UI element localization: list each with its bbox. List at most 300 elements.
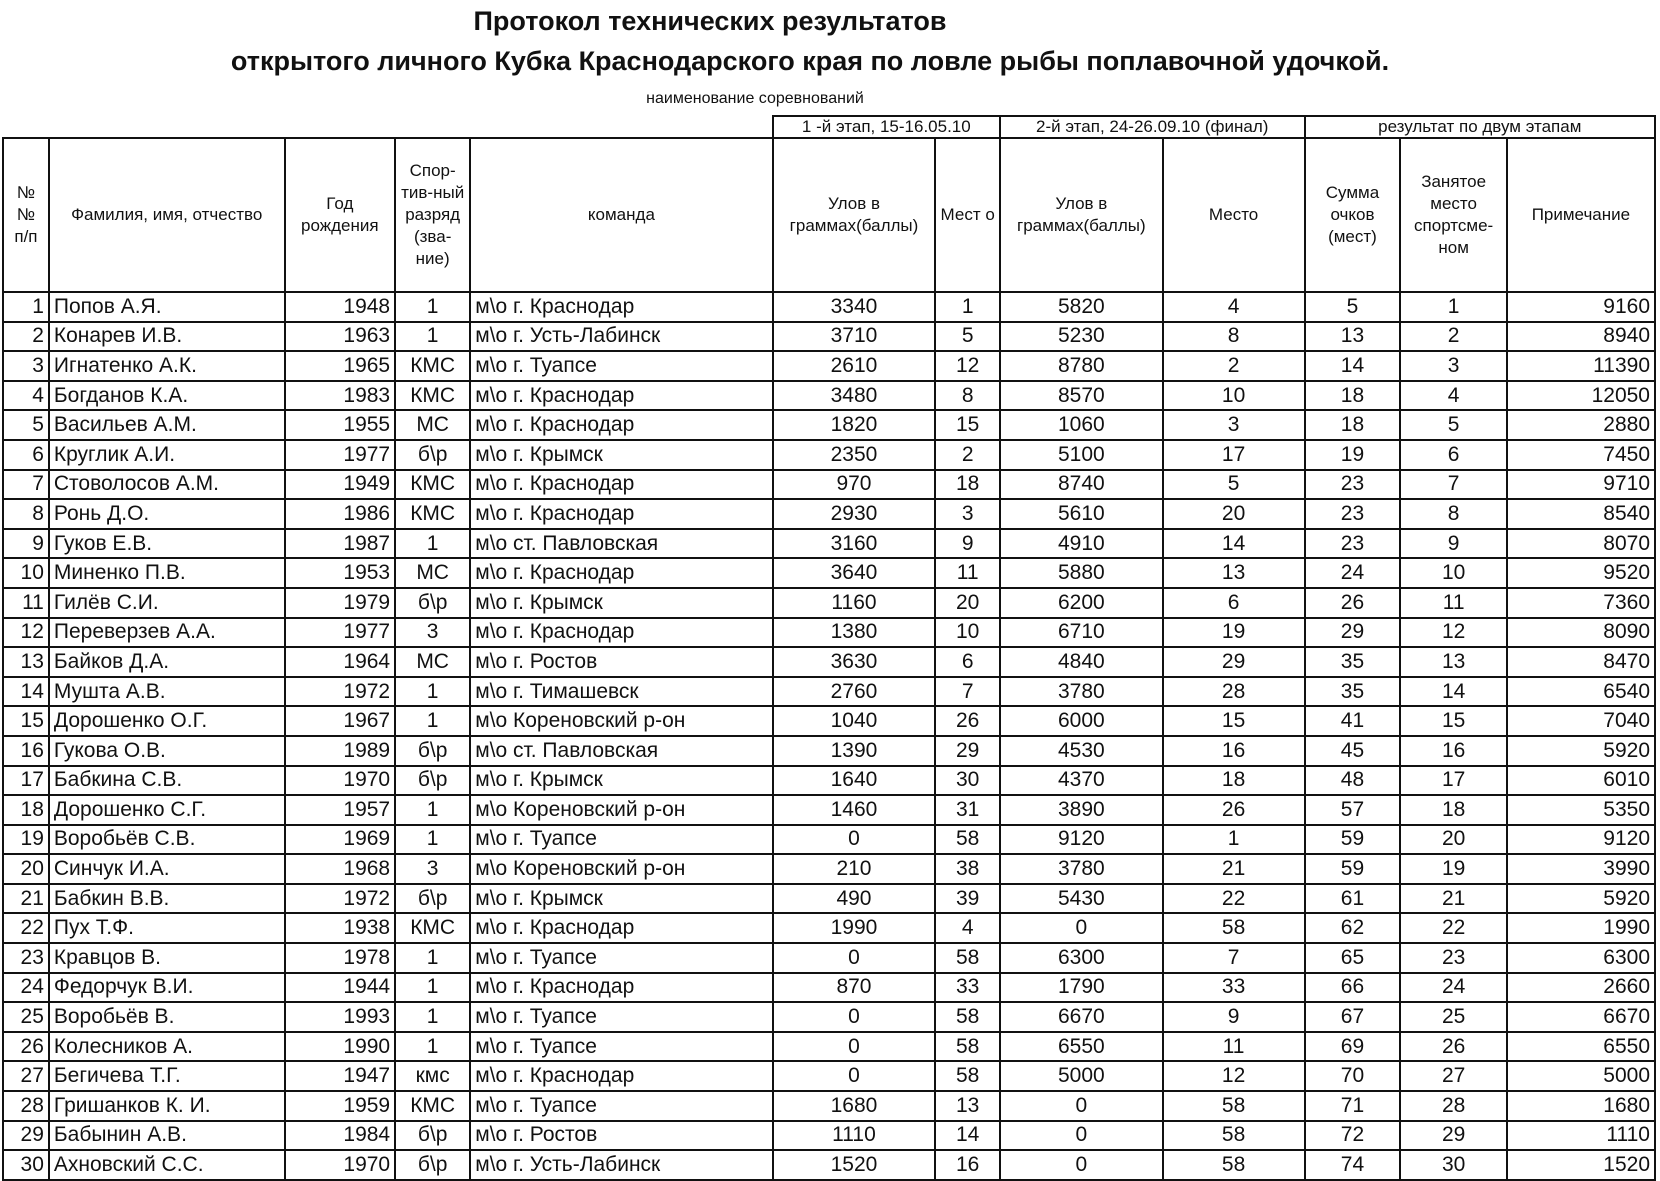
stage2-catch: 5000 <box>1000 1061 1163 1091</box>
final-place: 19 <box>1400 854 1506 884</box>
row-number: 30 <box>3 1150 49 1180</box>
stage1-catch: 2610 <box>773 351 936 381</box>
stage2-place: 4 <box>1163 292 1305 322</box>
row-number: 23 <box>3 943 49 973</box>
final-place: 28 <box>1400 1091 1506 1121</box>
document-title-line-2: открытого личного Кубка Краснодарского края по ловле рыбы поплавочной удочкой. <box>230 46 1390 76</box>
final-place: 16 <box>1400 736 1506 766</box>
note-value: 3990 <box>1507 854 1655 884</box>
table-row <box>3 1032 1655 1062</box>
stage1-place: 33 <box>935 973 1000 1003</box>
team-name: м\о г. Краснодар <box>470 292 772 322</box>
points-sum: 66 <box>1305 973 1401 1003</box>
stage1-catch: 0 <box>773 825 936 855</box>
stage2-place: 21 <box>1163 854 1305 884</box>
stage1-catch: 2350 <box>773 440 936 470</box>
col-header-place1: Мест о <box>935 138 1000 292</box>
stage1-catch: 1460 <box>773 795 936 825</box>
points-sum: 67 <box>1305 1002 1401 1032</box>
birth-year: 1949 <box>285 470 396 500</box>
points-sum: 19 <box>1305 440 1401 470</box>
final-place: 9 <box>1400 529 1506 559</box>
table-row <box>3 1061 1655 1091</box>
stage2-place: 14 <box>1163 529 1305 559</box>
table-row <box>3 1091 1655 1121</box>
note-value: 7450 <box>1507 440 1655 470</box>
sport-rank: б\р <box>395 1150 470 1180</box>
stage2-place: 33 <box>1163 973 1305 1003</box>
stage1-catch: 3340 <box>773 292 936 322</box>
row-number: 26 <box>3 1032 49 1062</box>
stage2-catch: 6300 <box>1000 943 1163 973</box>
points-sum: 72 <box>1305 1121 1401 1151</box>
table-row <box>3 736 1655 766</box>
table-row <box>3 795 1655 825</box>
stage2-place: 13 <box>1163 558 1305 588</box>
table-row <box>3 588 1655 618</box>
final-place: 20 <box>1400 825 1506 855</box>
note-value: 1990 <box>1507 913 1655 943</box>
stage2-catch: 4530 <box>1000 736 1163 766</box>
stage2-catch: 8740 <box>1000 470 1163 500</box>
sport-rank: МС <box>395 410 470 440</box>
birth-year: 1972 <box>285 677 396 707</box>
sport-rank: б\р <box>395 1121 470 1151</box>
row-number: 11 <box>3 588 49 618</box>
final-place: 12 <box>1400 618 1506 648</box>
athlete-name: Бабкин В.В. <box>49 884 285 914</box>
stage1-place: 2 <box>935 440 1000 470</box>
points-sum: 13 <box>1305 322 1401 352</box>
final-place: 10 <box>1400 558 1506 588</box>
note-value: 9710 <box>1507 470 1655 500</box>
athlete-name: Гукова О.В. <box>49 736 285 766</box>
points-sum: 29 <box>1305 618 1401 648</box>
birth-year: 1972 <box>285 884 396 914</box>
stage1-place: 16 <box>935 1150 1000 1180</box>
stage1-catch: 3630 <box>773 647 936 677</box>
stage2-place: 5 <box>1163 470 1305 500</box>
final-place: 6 <box>1400 440 1506 470</box>
row-number: 22 <box>3 913 49 943</box>
stage1-place: 38 <box>935 854 1000 884</box>
table-row <box>3 1150 1655 1180</box>
birth-year: 1970 <box>285 766 396 796</box>
team-name: м\о г. Усть-Лабинск <box>470 1150 772 1180</box>
sport-rank: КМС <box>395 470 470 500</box>
row-number: 16 <box>3 736 49 766</box>
team-name: м\о г. Ростов <box>470 1121 772 1151</box>
stage1-place: 9 <box>935 529 1000 559</box>
row-number: 2 <box>3 322 49 352</box>
stage2-place: 16 <box>1163 736 1305 766</box>
sport-rank: 1 <box>395 825 470 855</box>
note-value: 6550 <box>1507 1032 1655 1062</box>
sport-rank: 3 <box>395 618 470 648</box>
stage1-catch: 970 <box>773 470 936 500</box>
athlete-name: Синчук И.А. <box>49 854 285 884</box>
stage2-catch: 6550 <box>1000 1032 1163 1062</box>
final-place: 3 <box>1400 351 1506 381</box>
stage1-place: 15 <box>935 410 1000 440</box>
stage1-catch: 1110 <box>773 1121 936 1151</box>
athlete-name: Колесников А. <box>49 1032 285 1062</box>
sport-rank: 1 <box>395 322 470 352</box>
final-place: 4 <box>1400 381 1506 411</box>
note-value: 8470 <box>1507 647 1655 677</box>
athlete-name: Гилёв С.И. <box>49 588 285 618</box>
points-sum: 24 <box>1305 558 1401 588</box>
athlete-name: Стоволосов А.М. <box>49 470 285 500</box>
stage2-catch: 4910 <box>1000 529 1163 559</box>
row-number: 3 <box>3 351 49 381</box>
stage2-catch: 0 <box>1000 1150 1163 1180</box>
col-header-catch1: Улов в граммах(баллы) <box>773 138 936 292</box>
team-name: м\о г. Туапсе <box>470 825 772 855</box>
row-number: 14 <box>3 677 49 707</box>
table-row <box>3 470 1655 500</box>
row-number: 20 <box>3 854 49 884</box>
stage2-place: 19 <box>1163 618 1305 648</box>
note-value: 5920 <box>1507 884 1655 914</box>
points-sum: 69 <box>1305 1032 1401 1062</box>
note-value: 1110 <box>1507 1121 1655 1151</box>
note-value: 8070 <box>1507 529 1655 559</box>
row-number: 19 <box>3 825 49 855</box>
team-name: м\о г. Крымск <box>470 766 772 796</box>
team-name: м\о г. Ростов <box>470 647 772 677</box>
sport-rank: МС <box>395 558 470 588</box>
stage1-place: 10 <box>935 618 1000 648</box>
col-header-num: № № п/п <box>3 138 49 292</box>
stage2-place: 2 <box>1163 351 1305 381</box>
birth-year: 1970 <box>285 1150 396 1180</box>
stage1-place: 13 <box>935 1091 1000 1121</box>
stage1-catch: 0 <box>773 1002 936 1032</box>
col-header-final: Занятое место спортсме-ном <box>1400 138 1506 292</box>
sport-rank: 1 <box>395 973 470 1003</box>
team-name: м\о г. Туапсе <box>470 1002 772 1032</box>
sport-rank: 3 <box>395 854 470 884</box>
stage2-catch: 5100 <box>1000 440 1163 470</box>
final-place: 14 <box>1400 677 1506 707</box>
birth-year: 1983 <box>285 381 396 411</box>
team-name: м\о г. Краснодар <box>470 470 772 500</box>
points-sum: 71 <box>1305 1091 1401 1121</box>
sport-rank: 1 <box>395 795 470 825</box>
stage1-place: 7 <box>935 677 1000 707</box>
result-header: результат по двум этапам <box>1305 116 1656 138</box>
stage2-place: 17 <box>1163 440 1305 470</box>
stage1-place: 4 <box>935 913 1000 943</box>
stage2-catch: 9120 <box>1000 825 1163 855</box>
stage2-catch: 4840 <box>1000 647 1163 677</box>
athlete-name: Гришанков К. И. <box>49 1091 285 1121</box>
document-subtitle: наименование соревнований <box>646 90 864 107</box>
stage1-place: 58 <box>935 943 1000 973</box>
birth-year: 1947 <box>285 1061 396 1091</box>
stage1-catch: 1390 <box>773 736 936 766</box>
athlete-name: Круглик А.И. <box>49 440 285 470</box>
stage1-place: 11 <box>935 558 1000 588</box>
team-name: м\о г. Краснодар <box>470 410 772 440</box>
table-row <box>3 618 1655 648</box>
stage2-place: 3 <box>1163 410 1305 440</box>
athlete-name: Игнатенко А.К. <box>49 351 285 381</box>
stage1-place: 26 <box>935 706 1000 736</box>
col-header-rank: Спор-тив-ный разряд (зва-ние) <box>395 138 470 292</box>
sport-rank: МС <box>395 647 470 677</box>
table-row <box>3 381 1655 411</box>
final-place: 26 <box>1400 1032 1506 1062</box>
stage2-place: 58 <box>1163 1091 1305 1121</box>
stage2-catch: 8780 <box>1000 351 1163 381</box>
team-name: м\о ст. Павловская <box>470 529 772 559</box>
sport-rank: б\р <box>395 440 470 470</box>
points-sum: 23 <box>1305 529 1401 559</box>
stage2-place: 7 <box>1163 943 1305 973</box>
note-value: 6670 <box>1507 1002 1655 1032</box>
sport-rank: КМС <box>395 381 470 411</box>
sport-rank: 1 <box>395 1002 470 1032</box>
col-header-note: Примечание <box>1507 138 1655 292</box>
team-name: м\о г. Краснодар <box>470 381 772 411</box>
stage1-catch: 1680 <box>773 1091 936 1121</box>
stage1-catch: 3710 <box>773 322 936 352</box>
stage2-catch: 3780 <box>1000 854 1163 884</box>
points-sum: 18 <box>1305 381 1401 411</box>
stage1-place: 58 <box>935 825 1000 855</box>
stage2-place: 58 <box>1163 1150 1305 1180</box>
stage1-catch: 0 <box>773 943 936 973</box>
stage1-place: 39 <box>935 884 1000 914</box>
birth-year: 1984 <box>285 1121 396 1151</box>
stage2-catch: 6000 <box>1000 706 1163 736</box>
team-name: м\о г. Краснодар <box>470 618 772 648</box>
team-name: м\о г. Туапсе <box>470 1032 772 1062</box>
sport-rank: кмс <box>395 1061 470 1091</box>
points-sum: 5 <box>1305 292 1401 322</box>
final-place: 22 <box>1400 913 1506 943</box>
birth-year: 1977 <box>285 618 396 648</box>
points-sum: 23 <box>1305 499 1401 529</box>
col-header-catch2: Улов в граммах(баллы) <box>1000 138 1163 292</box>
stage2-catch: 5820 <box>1000 292 1163 322</box>
stage2-place: 26 <box>1163 795 1305 825</box>
stage2-place: 22 <box>1163 884 1305 914</box>
stage1-catch: 0 <box>773 1061 936 1091</box>
table-row <box>3 706 1655 736</box>
col-header-team: команда <box>470 138 772 292</box>
sport-rank: КМС <box>395 1091 470 1121</box>
stage1-place: 14 <box>935 1121 1000 1151</box>
row-number: 25 <box>3 1002 49 1032</box>
stage1-place: 5 <box>935 322 1000 352</box>
stage2-catch: 6200 <box>1000 588 1163 618</box>
birth-year: 1987 <box>285 529 396 559</box>
table-row <box>3 677 1655 707</box>
points-sum: 41 <box>1305 706 1401 736</box>
row-number: 29 <box>3 1121 49 1151</box>
team-name: м\о г. Усть-Лабинск <box>470 322 772 352</box>
birth-year: 1965 <box>285 351 396 381</box>
athlete-name: Федорчук В.И. <box>49 973 285 1003</box>
sport-rank: 1 <box>395 943 470 973</box>
table-row <box>3 1002 1655 1032</box>
points-sum: 59 <box>1305 854 1401 884</box>
athlete-name: Попов А.Я. <box>49 292 285 322</box>
table-row <box>3 766 1655 796</box>
team-name: м\о г. Крымск <box>470 884 772 914</box>
athlete-name: Переверзев А.А. <box>49 618 285 648</box>
note-value: 8940 <box>1507 322 1655 352</box>
birth-year: 1968 <box>285 854 396 884</box>
column-header-row <box>3 138 1655 292</box>
birth-year: 1978 <box>285 943 396 973</box>
birth-year: 1953 <box>285 558 396 588</box>
stage1-catch: 0 <box>773 1032 936 1062</box>
row-number: 15 <box>3 706 49 736</box>
birth-year: 1964 <box>285 647 396 677</box>
note-value: 5920 <box>1507 736 1655 766</box>
note-value: 8540 <box>1507 499 1655 529</box>
team-name: м\о г. Туапсе <box>470 351 772 381</box>
athlete-name: Бабынин А.В. <box>49 1121 285 1151</box>
final-place: 24 <box>1400 973 1506 1003</box>
stage1-place: 58 <box>935 1061 1000 1091</box>
athlete-name: Байков Д.А. <box>49 647 285 677</box>
table-row <box>3 322 1655 352</box>
athlete-name: Воробьёв В. <box>49 1002 285 1032</box>
team-name: м\о г. Краснодар <box>470 973 772 1003</box>
stage1-catch: 1160 <box>773 588 936 618</box>
final-place: 15 <box>1400 706 1506 736</box>
sport-rank: 1 <box>395 292 470 322</box>
table-row <box>3 529 1655 559</box>
stage2-catch: 5230 <box>1000 322 1163 352</box>
table-row <box>3 854 1655 884</box>
note-value: 1680 <box>1507 1091 1655 1121</box>
stage1-catch: 490 <box>773 884 936 914</box>
note-value: 11390 <box>1507 351 1655 381</box>
stage1-place: 30 <box>935 766 1000 796</box>
stage2-place: 12 <box>1163 1061 1305 1091</box>
stage2-catch: 0 <box>1000 913 1163 943</box>
team-name: м\о г. Краснодар <box>470 1061 772 1091</box>
sport-rank: 1 <box>395 1032 470 1062</box>
team-name: м\о г. Крымск <box>470 440 772 470</box>
stage2-place: 15 <box>1163 706 1305 736</box>
stage1-place: 29 <box>935 736 1000 766</box>
points-sum: 14 <box>1305 351 1401 381</box>
stage1-place: 20 <box>935 588 1000 618</box>
row-number: 12 <box>3 618 49 648</box>
table-row <box>3 558 1655 588</box>
athlete-name: Пух Т.Ф. <box>49 913 285 943</box>
athlete-name: Богданов К.А. <box>49 381 285 411</box>
stage2-catch: 0 <box>1000 1091 1163 1121</box>
athlete-name: Гуков Е.В. <box>49 529 285 559</box>
stage1-place: 31 <box>935 795 1000 825</box>
stage2-place: 18 <box>1163 766 1305 796</box>
stage1-place: 18 <box>935 470 1000 500</box>
team-name: м\о г. Краснодар <box>470 558 772 588</box>
points-sum: 48 <box>1305 766 1401 796</box>
row-number: 18 <box>3 795 49 825</box>
table-row <box>3 647 1655 677</box>
col-header-year: Год рождения <box>285 138 396 292</box>
stage2-place: 28 <box>1163 677 1305 707</box>
birth-year: 1993 <box>285 1002 396 1032</box>
stage1-catch: 3160 <box>773 529 936 559</box>
team-name: м\о Кореновский р-он <box>470 854 772 884</box>
row-number: 7 <box>3 470 49 500</box>
note-value: 6300 <box>1507 943 1655 973</box>
col-header-place2: Место <box>1163 138 1305 292</box>
final-place: 25 <box>1400 1002 1506 1032</box>
team-name: м\о г. Краснодар <box>470 913 772 943</box>
athlete-name: Ахновский С.С. <box>49 1150 285 1180</box>
team-name: м\о г. Краснодар <box>470 499 772 529</box>
stage1-catch: 1520 <box>773 1150 936 1180</box>
points-sum: 62 <box>1305 913 1401 943</box>
sport-rank: б\р <box>395 588 470 618</box>
results-table <box>2 115 1656 1181</box>
sport-rank: КМС <box>395 351 470 381</box>
sport-rank: 1 <box>395 529 470 559</box>
sport-rank: 1 <box>395 706 470 736</box>
team-name: м\о г. Туапсе <box>470 943 772 973</box>
birth-year: 1989 <box>285 736 396 766</box>
table-row <box>3 410 1655 440</box>
athlete-name: Дорошенко С.Г. <box>49 795 285 825</box>
athlete-name: Мушта А.В. <box>49 677 285 707</box>
birth-year: 1967 <box>285 706 396 736</box>
points-sum: 70 <box>1305 1061 1401 1091</box>
athlete-name: Конарев И.В. <box>49 322 285 352</box>
row-number: 5 <box>3 410 49 440</box>
stage1-catch: 2760 <box>773 677 936 707</box>
stage1-catch: 1990 <box>773 913 936 943</box>
athlete-name: Васильев А.М. <box>49 410 285 440</box>
final-place: 21 <box>1400 884 1506 914</box>
row-number: 1 <box>3 292 49 322</box>
stage2-place: 8 <box>1163 322 1305 352</box>
stage2-catch: 1060 <box>1000 410 1163 440</box>
athlete-name: Миненко П.В. <box>49 558 285 588</box>
note-value: 1520 <box>1507 1150 1655 1180</box>
stage2-place: 1 <box>1163 825 1305 855</box>
stage1-header: 1 -й этап, 15-16.05.10 <box>773 116 1000 138</box>
team-name: м\о ст. Павловская <box>470 736 772 766</box>
final-place: 13 <box>1400 647 1506 677</box>
sport-rank: КМС <box>395 913 470 943</box>
stage1-catch: 1040 <box>773 706 936 736</box>
birth-year: 1959 <box>285 1091 396 1121</box>
stage1-catch: 2930 <box>773 499 936 529</box>
row-number: 9 <box>3 529 49 559</box>
birth-year: 1957 <box>285 795 396 825</box>
birth-year: 1963 <box>285 322 396 352</box>
stage2-header: 2-й этап, 24-26.09.10 (финал) <box>1000 116 1305 138</box>
stage2-catch: 6670 <box>1000 1002 1163 1032</box>
note-value: 9120 <box>1507 825 1655 855</box>
stage2-catch: 0 <box>1000 1121 1163 1151</box>
stage2-place: 9 <box>1163 1002 1305 1032</box>
team-name: м\о Кореновский р-он <box>470 706 772 736</box>
row-number: 17 <box>3 766 49 796</box>
team-name: м\о г. Крымск <box>470 588 772 618</box>
